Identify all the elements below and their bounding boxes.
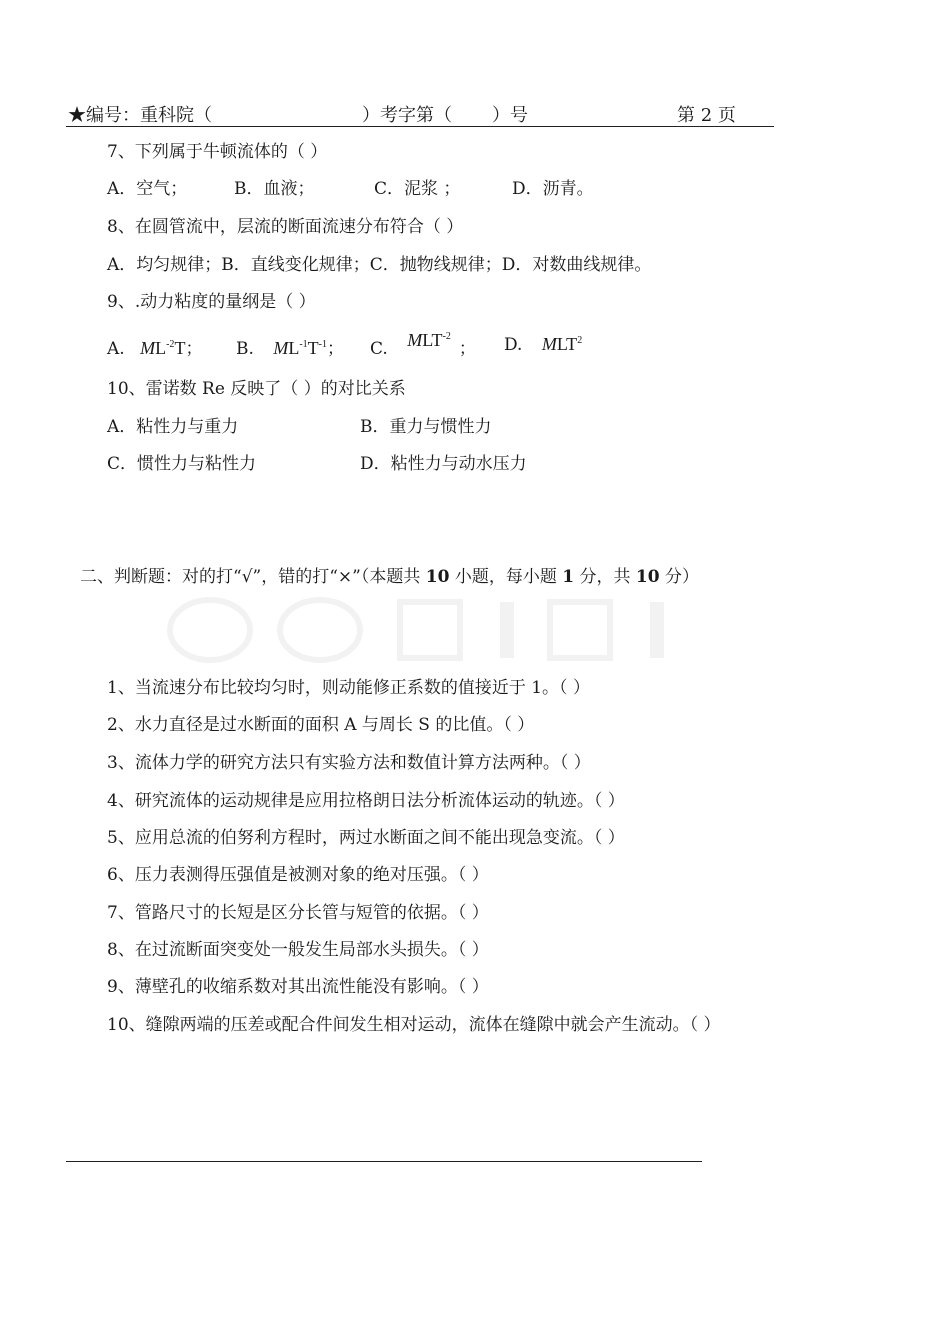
option-label: C. xyxy=(370,339,388,359)
judgement-item-8: 8、在过流断面突变处一般发生局部水头损失。（ ） xyxy=(107,940,489,960)
question-7-option-d: D．沥青。 xyxy=(512,179,594,199)
question-8-options: A．均匀规律；B．直线变化规律；C．抛物线规律；D．对数曲线规律。 xyxy=(107,255,652,275)
question-9-option-d xyxy=(504,334,582,355)
option-label: A. xyxy=(107,339,125,359)
option-label: B. xyxy=(236,339,254,359)
question-10-option-b: B．重力与惯性力 xyxy=(360,417,492,437)
header-rule xyxy=(66,126,774,127)
judgement-item-2: 2、水力直径是过水断面的面积 A 与周长 S 的比值。（ ） xyxy=(107,715,535,735)
dimension-formula: $ML^{-1}T^{-1}$ xyxy=(273,338,327,358)
question-10-option-a: A．粘性力与重力 xyxy=(107,417,239,437)
question-9-stem: 9、.动力粘度的量纲是（ ） xyxy=(107,292,316,312)
header-prefix: ★编号：重科院（ xyxy=(68,105,212,126)
dimension-formula: MLT$^2$ xyxy=(541,334,583,354)
judgement-item-1: 1、当流速分布比较均匀时，则动能修正系数的值接近于 1。（ ） xyxy=(107,678,590,698)
question-7-option-a: A．空气； xyxy=(107,179,188,199)
dimension-formula: $ML^{-2}T$ xyxy=(140,338,186,358)
page-number: 第 2 页 xyxy=(677,105,736,126)
question-10-stem: 10、雷诺数 Re 反映了（ ）的对比关系 xyxy=(107,379,406,399)
question-8-stem: 8、在圆管流中，层流的断面流速分布符合（ ） xyxy=(107,217,464,237)
header-label xyxy=(68,101,528,127)
judgement-item-9: 9、薄壁孔的收缩系数对其出流性能没有影响。（ ） xyxy=(107,977,489,997)
question-9-option-b: B. $ML^{-1}T^{-1}$； xyxy=(236,338,344,359)
judgement-item-7: 7、管路尺寸的长短是区分长管与短管的依据。（ ） xyxy=(107,903,489,923)
footer-rule xyxy=(66,1161,702,1162)
section-2-title: 二、判断题：对的打“√”，错的打“×”（本题共 10 小题，每小题 1 分，共 10 分） xyxy=(80,567,699,587)
watermark-graphic xyxy=(150,590,790,670)
question-10-option-c: C．惯性力与粘性力 xyxy=(107,454,257,474)
question-7-option-c: C．泥浆 ； xyxy=(374,179,461,199)
option-label: D. xyxy=(504,335,523,355)
header-suffix: ）号 xyxy=(492,105,528,126)
question-7-option-b: B．血液； xyxy=(234,179,315,199)
question-10-option-d: D．粘性力与动水压力 xyxy=(360,454,527,474)
question-7-stem: 7、下列属于牛顿流体的（ ） xyxy=(107,142,328,162)
judgement-item-10: 10、缝隙两端的压差或配合件间发生相对运动，流体在缝隙中就会产生流动。（ ） xyxy=(107,1015,721,1035)
judgement-item-3: 3、流体力学的研究方法只有实验方法和数值计算方法两种。（ ） xyxy=(107,753,591,773)
header-mid: ）考字第（ xyxy=(362,105,452,126)
dimension-formula: $MLT^{-2}$ xyxy=(407,330,451,350)
judgement-item-5: 5、应用总流的伯努利方程时，两过水断面之间不能出现急变流。（ ） xyxy=(107,828,625,848)
question-9-option-c: C. $MLT^{-2}$； xyxy=(370,330,476,359)
judgement-item-6: 6、压力表测得压强值是被测对象的绝对压强。（ ） xyxy=(107,865,489,885)
question-9-option-a: A. $ML^{-2}T$； xyxy=(107,338,203,359)
judgement-item-4: 4、研究流体的运动规律是应用拉格朗日法分析流体运动的轨迹。（ ） xyxy=(107,791,625,811)
